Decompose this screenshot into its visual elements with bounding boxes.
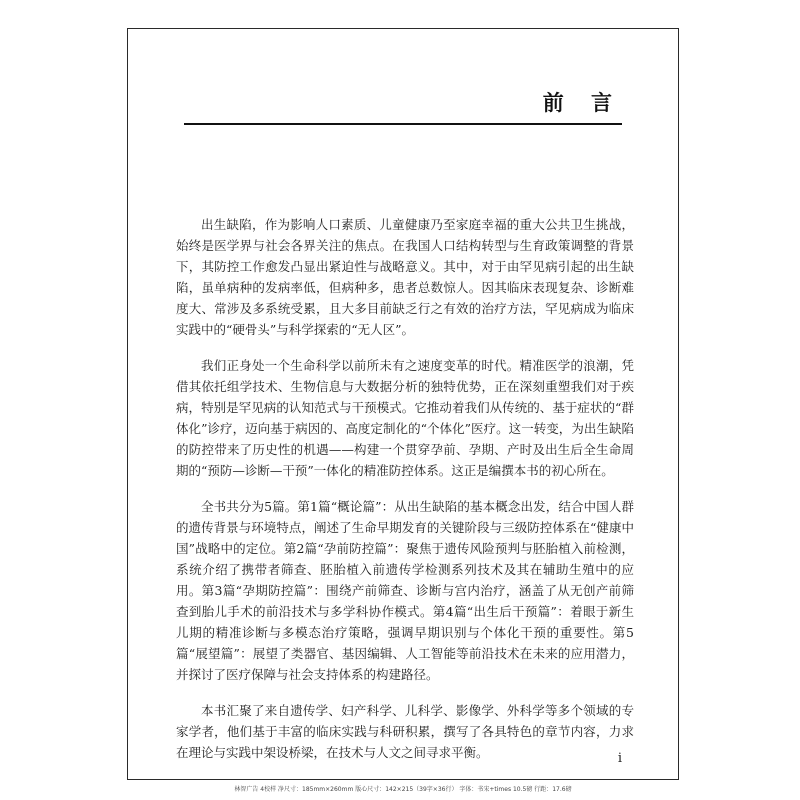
paragraph: 全书共分为5篇。第1篇“概论篇”：从出生缺陷的基本概念出发，结合中国人群的遗传背景与环境特点，阐述了生命早期发育的关键阶段与三级防控体系在“健康中国”战略中的定位。第2篇“孕前防控篇”：聚焦于遗传风险预判与胚胎植入前检测，系统介绍了携带者筛查、胚胎植入前遗传学检测系列技术及其在辅助生殖中的应用。第3篇“孕期防控篇”：围绕产前筛查、诊断与宫内治疗，涵盖了从无创产前筛查到胎儿手术的前沿技术与多学科协作模式。第4篇“出生后干预篇”：着眼于新生儿期的精准诊断与多模态治疗策略，强调早期识别与个体化干预的重要性。第5篇“展望篇”：展望了类器官、基因编辑、人工智能等前沿技术在未来的应用潜力，并探讨了医疗保障与社会支持体系的构建路径。	[176, 499, 634, 682]
title-rule	[184, 123, 622, 125]
page-number: i	[617, 751, 622, 766]
page-title: 前 言	[542, 90, 622, 115]
printer-imprint-line: 林智广告 4校样 净尺寸：185mm×260mm 版心尺寸：142×215（39字×36行） 字体：书宋+times 10.5磅 行距：17.6磅	[234, 786, 572, 793]
preface-body	[176, 214, 634, 778]
book-page	[127, 28, 679, 780]
paragraph: 本书汇聚了来自遗传学、妇产科学、儿科学、影像学、外科学等多个领域的专家学者，他们基于丰富的临床实践与科研积累，撰写了各具特色的章节内容，力求在理论与实践中架设桥梁，在技术与人文之间寻求平衡。	[176, 703, 634, 760]
paragraph: 我们正身处一个生命科学以前所未有之速度变革的时代。精准医学的浪潮，凭借其依托组学技术、生物信息与大数据分析的独特优势，正在深刻重塑我们对于疾病，特别是罕见病的认知范式与干预模式。它推动着我们从传统的、基于症状的“群体化”诊疗，迈向基于病因的、高度定制化的“个体化”医疗。这一转变，为出生缺陷的防控带来了历史性的机遇——构建一个贯穿孕前、孕期、产时及出生后全生命周期的“预防—诊断—干预”一体化的精准防控体系。这正是编撰本书的初心所在。	[176, 358, 634, 478]
paragraph: 出生缺陷，作为影响人口素质、儿童健康乃至家庭幸福的重大公共卫生挑战，始终是医学界与社会各界关注的焦点。在我国人口结构转型与生育政策调整的背景下，其防控工作愈发凸显出紧迫性与战略意义。其中，对于由罕见病引起的出生缺陷，虽单病种的发病率低，但病种多，患者总数惊人。因其临床表现复杂、诊断难度大、常涉及多系统受累，且大多目前缺乏行之有效的治疗方法，罕见病成为临床实践中的“硬骨头”与科学探索的“无人区”。	[176, 217, 634, 337]
